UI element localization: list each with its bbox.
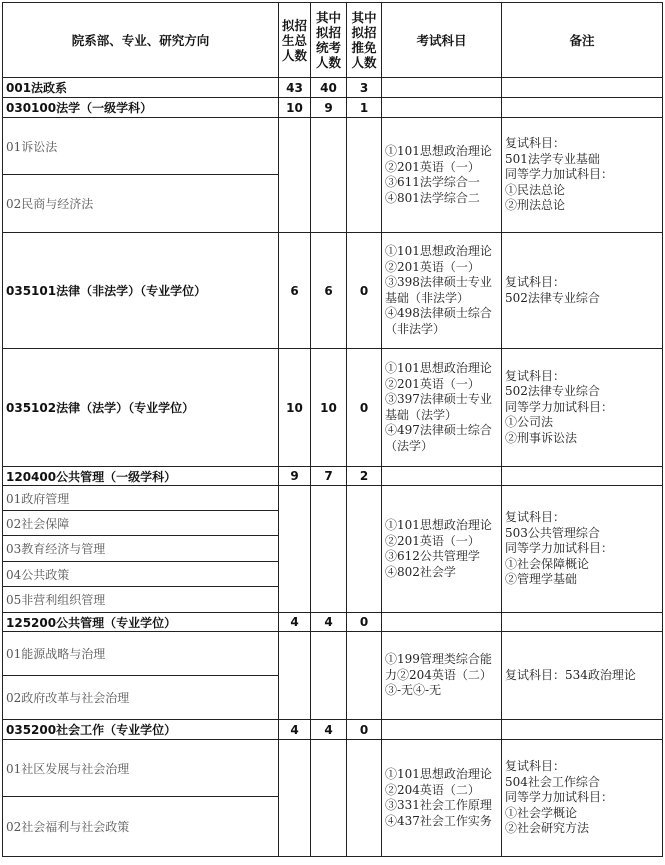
direction-item: 02民商与经济法 [3,175,279,233]
program-row-jm-nonlaw [3,233,663,349]
enrollment-catalog-table [2,2,663,857]
exam-subjects: ①101思想政治理论 ②201英语（一） ③397法律硕士专业 基础（法学） ④497法律硕士综合 （法学） [382,349,502,467]
notes-cell: 复试科目： 502法律专业综合 同等学力加试科目： ①公司法 ②刑事诉讼法 [502,349,663,467]
header-exam: 其中 拟招 统考 人数 [311,3,347,78]
direction-item: 02政府改革与社会治理 [3,676,279,720]
dept-exam: 40 [311,78,347,98]
program-row-mpa [3,613,663,632]
program-total: 4 [279,613,311,632]
program-name: 035101法律（非法学）（专业学位） [3,233,279,349]
dept-name: 001法政系 [3,78,279,98]
direction-item: 01社区发展与社会治理 [3,740,279,797]
direction-item: 04公共政策 [3,562,279,587]
notes-cell: 复试科目： 503公共管理综合 同等学力加试科目： ①社会保障概论 ②管理学基础 [502,486,663,613]
program-name: 125200公共管理（专业学位） [3,613,279,632]
program-exam: 9 [311,98,347,118]
program-row-pa [3,467,663,486]
direction-item: 03教育经济与管理 [3,536,279,562]
program-exam: 4 [311,720,347,740]
program-row-msw [3,720,663,740]
program-total: 4 [279,720,311,740]
header-row [3,3,663,78]
program-name: 035102法律（法学）（专业学位） [3,349,279,467]
header-exempt: 其中 拟招 推免 人数 [347,3,382,78]
program-total: 10 [279,349,311,467]
header-total: 拟招 生总 人数 [279,3,311,78]
direction-item: 01政府管理 [3,486,279,511]
dept-row [3,78,663,98]
program-name: 120400公共管理（一级学科） [3,467,279,486]
program-row-jm-law [3,349,663,467]
direction-item: 02社会福利与社会政策 [3,797,279,857]
exam-subjects: ①101思想政治理论 ②201英语（一） ③612公共管理学 ④802社会学 [382,486,502,613]
header-dept: 院系部、专业、研究方向 [3,3,279,78]
header-subjects: 考试科目 [382,3,502,78]
dept-total: 43 [279,78,311,98]
direction-item: 01能源战略与治理 [3,632,279,676]
direction-row [3,632,663,676]
program-exam: 7 [311,467,347,486]
direction-row [3,486,663,511]
program-exempt: 0 [347,613,382,632]
exam-subjects: ①101思想政治理论 ②204英语（二） ③331社会工作原理 ④437社会工作实务 [382,740,502,857]
exam-subjects: ①101思想政治理论 ②201英语（一） ③611法学综合一 ④801法学综合二 [382,118,502,233]
direction-item: 05非营利组织管理 [3,587,279,613]
notes-cell: 复试科目： 504社会工作综合 同等学力加试科目： ①社会学概论 ②社会研究方法 [502,740,663,857]
notes-cell: 复试科目： 501法学专业基础 同等学力加试科目： ①民法总论 ②刑法总论 [502,118,663,233]
exam-subjects: ①199管理类综合能 力②204英语（二） ③-无④-无 [382,632,502,720]
program-total: 9 [279,467,311,486]
notes-cell: 复试科目： 502法律专业综合 [502,233,663,349]
direction-row [3,118,663,175]
program-exam: 6 [311,233,347,349]
direction-item: 01诉讼法 [3,118,279,175]
program-exempt: 0 [347,349,382,467]
program-exempt: 0 [347,720,382,740]
program-total: 10 [279,98,311,118]
header-notes: 备注 [502,3,663,78]
program-exam: 10 [311,349,347,467]
program-exempt: 0 [347,233,382,349]
program-exempt: 1 [347,98,382,118]
program-name: 035200社会工作（专业学位） [3,720,279,740]
program-name: 030100法学（一级学科） [3,98,279,118]
program-exempt: 2 [347,467,382,486]
program-total: 6 [279,233,311,349]
direction-item: 02社会保障 [3,511,279,536]
exam-subjects: ①101思想政治理论 ②201英语（一） ③398法律硕士专业 基础（非法学） ④498法律硕士综合 （非法学） [382,233,502,349]
notes-cell: 复试科目：534政治理论 [502,632,663,720]
direction-row [3,740,663,797]
program-row-law [3,98,663,118]
program-exam: 4 [311,613,347,632]
dept-exempt: 3 [347,78,382,98]
